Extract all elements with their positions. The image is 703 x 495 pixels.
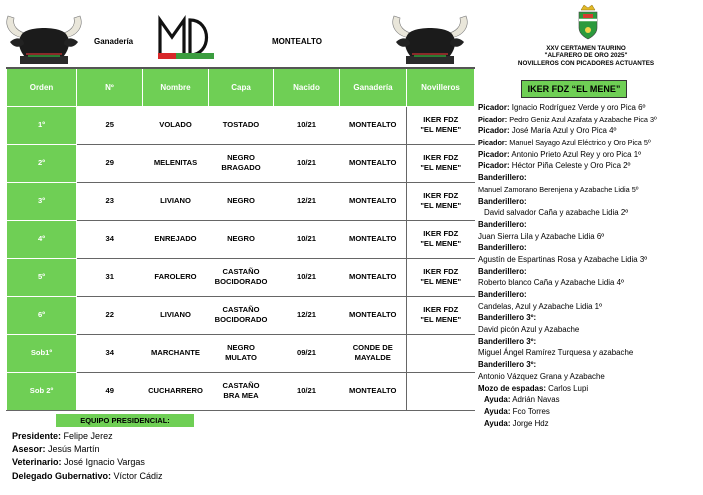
cuadrilla-person: Antonio Prieto Azul Rey y oro Pica 1º — [511, 149, 641, 159]
cuadrilla-item — [478, 324, 702, 336]
cuadrilla-item — [478, 312, 702, 324]
ganaderia-cell: MONTEALTO — [340, 144, 407, 182]
cuadrilla-item — [478, 277, 702, 289]
cuadrilla-role: Picador: — [478, 138, 508, 148]
ganaderia-cell: MONTEALTO — [340, 372, 407, 410]
cuadrilla-role: Banderillero: — [478, 219, 527, 229]
orden-cell: 4º — [7, 220, 77, 258]
cuadrilla-item — [478, 149, 702, 161]
equipo-person: Víctor Cádiz — [113, 470, 163, 481]
cuadrilla-role: Mozo de espadas: — [478, 383, 546, 393]
nombre-cell: LIVIANO — [143, 296, 209, 334]
cuadrilla-role: Banderillero: — [478, 266, 527, 276]
nacido-cell: 10/21 — [274, 144, 340, 182]
cuadrilla-person: Roberto blanco Caña y Azabache Lidia 4º — [478, 278, 624, 288]
cuadrilla-item — [478, 289, 702, 301]
cuadrilla-item — [478, 371, 702, 383]
equipo-person: Felipe Jerez — [63, 431, 113, 441]
novillero-cell: IKER FDZ "EL MENE" — [407, 106, 475, 144]
table-row — [7, 258, 475, 296]
ganaderia-label: Ganadería — [94, 37, 134, 46]
ganaderia-cell: MONTEALTO — [340, 220, 407, 258]
cuadrilla-item — [478, 242, 702, 254]
novillero-cell: IKER FDZ "EL MENE" — [407, 182, 475, 220]
cuadrilla-item — [478, 219, 702, 231]
orden-cell: 6º — [7, 296, 77, 334]
cuadrilla-role: Banderillero: — [478, 243, 527, 253]
column-header-novilleros: Novilleros — [407, 68, 475, 106]
numero-cell: 25 — [77, 106, 143, 144]
town-crest-icon — [575, 2, 601, 42]
novillero-cell: IKER FDZ "EL MENE" — [407, 144, 475, 182]
equipo-item — [12, 456, 163, 469]
nombre-cell: CUCHARRERO — [143, 372, 209, 410]
nacido-cell: 12/21 — [274, 182, 340, 220]
cuadrilla-item — [478, 184, 702, 196]
capa-cell: CASTAÑO BRA MEA — [209, 372, 274, 410]
cuadrilla-item — [478, 359, 702, 371]
cuadrilla-person: Candelas, Azul y Azabache Lidia 1º — [478, 301, 602, 311]
cuadrilla-role: Banderillero: — [478, 290, 527, 299]
nacido-cell: 10/21 — [274, 106, 340, 144]
novillero-cell: IKER FDZ "EL MENE" — [407, 296, 475, 334]
equipo-item — [12, 470, 163, 483]
novillero-cell: IKER FDZ "EL MENE" — [407, 220, 475, 258]
cuadrilla-role: Picador: — [478, 161, 510, 171]
capa-cell: TOSTADO — [209, 106, 274, 144]
column-header-numero: Nº — [77, 68, 143, 106]
cuadrilla-role: Ayuda: — [484, 406, 511, 416]
cuadrilla-item — [478, 160, 702, 172]
cuadrilla-item — [478, 406, 702, 418]
cuadrilla-role: Banderillero 3º: — [478, 336, 537, 346]
ganaderia-cell: CONDE DE MAYALDE — [340, 334, 407, 372]
cuadrilla-person: Antonio Vázquez Grana y Azabache — [478, 371, 605, 381]
novillero-cell — [407, 334, 475, 372]
cuadrilla-person: Héctor Piña Celeste y Oro Pica 2º — [511, 161, 631, 171]
equipo-role: Presidente: — [12, 431, 62, 441]
cuadrilla-item — [478, 266, 702, 278]
cuadrilla-item — [478, 125, 702, 137]
orden-cell: Sob1º — [7, 334, 77, 372]
table-row — [7, 372, 475, 410]
nacido-cell: 09/21 — [274, 334, 340, 372]
numero-cell: 31 — [77, 258, 143, 296]
numero-cell: 29 — [77, 144, 143, 182]
cuadrilla-person: Manuel Zamorano Berenjena y Azabache Lidia 5º — [478, 184, 639, 194]
cuadrilla-person: Ignacio Rodríguez Verde y oro Pica 6º — [511, 103, 646, 112]
numero-cell: 49 — [77, 372, 143, 410]
cuadrilla-person: Manuel Sayago Azul Eléctrico y Oro Pica 5º — [509, 138, 651, 148]
bulls-table — [6, 67, 475, 411]
cuadrilla-person: Miguel Ángel Ramírez Turquesa y azabache — [478, 348, 634, 358]
column-header-nacido: Nacido — [274, 68, 340, 106]
cuadrilla-item — [478, 418, 702, 430]
cuadrilla-role: Banderillero: — [478, 173, 527, 183]
equipo-presidencial-list — [12, 430, 163, 483]
nombre-cell: LIVIANO — [143, 182, 209, 220]
capa-cell: NEGRO — [209, 182, 274, 220]
cuadrilla-role: Ayuda: — [484, 418, 511, 428]
nombre-cell: MELENITAS — [143, 144, 209, 182]
novillero-cell: IKER FDZ "EL MENE" — [407, 258, 475, 296]
table-header-row — [7, 68, 475, 106]
orden-cell: Sob 2º — [7, 372, 77, 410]
column-header-ganaderia: Ganadería — [340, 68, 407, 106]
cuadrilla-role: Banderillero 3º: — [478, 360, 537, 370]
nombre-cell: FAROLERO — [143, 258, 209, 296]
cuadrilla-item — [478, 102, 702, 114]
table-row — [7, 182, 475, 220]
equipo-role: Delegado Gubernativo: — [12, 470, 112, 481]
nacido-cell: 10/21 — [274, 372, 340, 410]
cuadrilla-role: Picador: — [478, 149, 510, 159]
nombre-cell: VOLADO — [143, 106, 209, 144]
cuadrilla-item — [478, 383, 702, 395]
cuadrilla-item — [478, 336, 702, 348]
cuadrilla-person: David picón Azul y Azabache — [478, 325, 580, 335]
column-header-orden: Orden — [7, 68, 77, 106]
column-header-nombre: Nombre — [143, 68, 209, 106]
cuadrilla-person: Agustín de Espartinas Rosa y Azabache Lidia 3º — [478, 254, 648, 264]
ganaderia-cell: MONTEALTO — [340, 106, 407, 144]
event-title-line: "ALFARERO DE ORO 2025" — [544, 52, 628, 60]
cuadrilla-item — [478, 137, 702, 149]
cuadrilla-role: Picador: — [478, 114, 508, 124]
cuadrilla-person: Carlos Lupi — [548, 383, 589, 393]
nombre-cell: ENREJADO — [143, 220, 209, 258]
cuadrilla-person: Fco Torres — [512, 406, 550, 416]
cuadrilla-person: Juan Sierra Lila y Azabache Lidia 6º — [478, 231, 605, 241]
capa-cell: CASTAÑO BOCIDORADO — [209, 258, 274, 296]
ganaderia-name: MONTEALTO — [272, 37, 322, 46]
cuadrilla-list — [478, 102, 702, 429]
novillero-cell — [407, 372, 475, 410]
cuadrilla-item — [478, 301, 702, 313]
ganaderia-cell: MONTEALTO — [340, 182, 407, 220]
cuadrilla-item — [478, 207, 702, 219]
equipo-person: Jesús Martín — [48, 444, 100, 455]
cuadrilla-role: Banderillero 3º: — [478, 313, 537, 323]
numero-cell: 34 — [77, 334, 143, 372]
orden-cell: 3º — [7, 182, 77, 220]
table-row — [7, 106, 475, 144]
ganaderia-cell: MONTEALTO — [340, 296, 407, 334]
ganaderia-cell: MONTEALTO — [340, 258, 407, 296]
cuadrilla-person: Adrián Navas — [512, 395, 560, 405]
bull-head-image-right — [388, 12, 472, 66]
cuadrilla-item — [478, 254, 702, 266]
equipo-role: Veterinario: — [12, 457, 62, 468]
equipo-person: José Ignacio Vargas — [64, 457, 145, 468]
cuadrilla-item — [478, 172, 702, 184]
cuadrilla-item — [478, 347, 702, 359]
logo-green-stripe — [176, 53, 214, 59]
cuadrilla-person: Pedro Geniz Azul Azafata y Azabache Pica 3º — [509, 114, 657, 124]
capa-cell: CASTAÑO BOCIDORADO — [209, 296, 274, 334]
table-row — [7, 144, 475, 182]
nombre-cell: MARCHANTE — [143, 334, 209, 372]
cuadrilla-person: Jorge Hdz — [512, 418, 549, 428]
table-row — [7, 296, 475, 334]
cuadrilla-item — [478, 114, 702, 126]
equipo-item — [12, 443, 163, 456]
equipo-role: Asesor: — [12, 444, 46, 455]
bull-head-image — [2, 12, 86, 66]
cuadrilla-item — [478, 231, 702, 243]
nacido-cell: 10/21 — [274, 220, 340, 258]
numero-cell: 34 — [77, 220, 143, 258]
table-row — [7, 220, 475, 258]
cuadrilla-person: José María Azul y Oro Pica 4º — [511, 126, 617, 136]
orden-cell: 5º — [7, 258, 77, 296]
cuadrilla-item — [478, 196, 702, 208]
logo-red-stripe — [158, 53, 176, 59]
orden-cell: 1º — [7, 106, 77, 144]
cuadrilla-role: Picador: — [478, 103, 510, 112]
event-title — [470, 45, 702, 67]
orden-cell: 2º — [7, 144, 77, 182]
numero-cell: 22 — [77, 296, 143, 334]
cuadrilla-item — [478, 394, 702, 406]
nacido-cell: 12/21 — [274, 296, 340, 334]
event-title-line: NOVILLEROS CON PICADORES ACTUANTES — [517, 59, 655, 67]
capa-cell: NEGRO — [209, 220, 274, 258]
capa-cell: NEGRO MULATO — [209, 334, 274, 372]
equipo-presidencial-title: EQUIPO PRESIDENCIAL: — [56, 414, 194, 427]
cuadrilla-role: Picador: — [478, 126, 510, 136]
novillero-name-badge: IKER FDZ “EL MENE” — [521, 80, 627, 98]
cuadrilla-role: Ayuda: — [484, 395, 511, 405]
nacido-cell: 10/21 — [274, 258, 340, 296]
capa-cell: NEGRO BRAGADO — [209, 144, 274, 182]
cuadrilla-person: David salvador Caña y azabache Lidia 2º — [484, 208, 629, 218]
event-title-line: XXV CERTAMEN TAURINO — [546, 45, 626, 52]
table-row — [7, 334, 475, 372]
cuadrilla-role: Banderillero: — [478, 196, 527, 206]
numero-cell: 23 — [77, 182, 143, 220]
column-header-capa: Capa — [209, 68, 274, 106]
equipo-item — [12, 430, 163, 443]
